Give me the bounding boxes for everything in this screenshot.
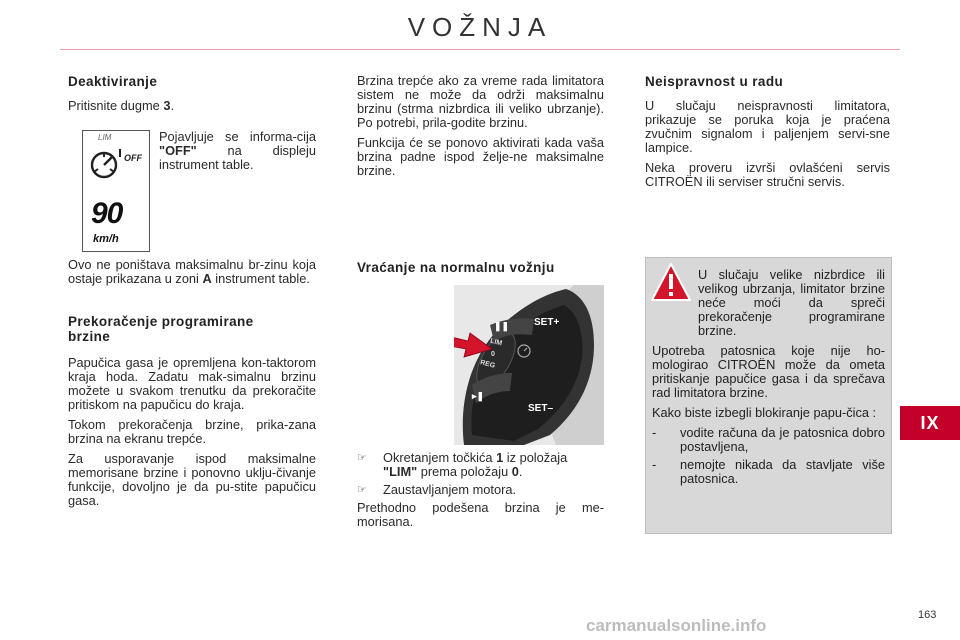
stored-speed-paragraph: [68, 258, 316, 286]
appear-paragraph: [159, 130, 316, 172]
stored-text: Ovo ne poništava maksimalnu br-zinu koja ostaje prikazana u zoni: [68, 257, 316, 286]
heading-normal-driving: Vraćanje na normalnu vožnju: [357, 260, 555, 275]
column-left-lower: [68, 258, 316, 514]
column-left: [68, 74, 316, 119]
normal-driving-steps: [357, 451, 604, 535]
step-rotate-wheel: [357, 451, 604, 479]
column-right: [645, 74, 890, 195]
chapter-tab: IX: [900, 406, 960, 440]
stalk-set-plus-label: SET+: [534, 317, 560, 328]
press-button-text: [68, 99, 316, 113]
stalk-reg-label: REG: [479, 359, 496, 370]
display-speed-unit: km/h: [93, 233, 119, 245]
reactivate-paragraph: Funkcija će se ponovo aktivirati kada vaša brzina padne ispod želje-ne maksimalne brzine.: [357, 135, 604, 178]
warning-list-item: [652, 458, 885, 486]
display-off-label: OFF: [124, 153, 142, 163]
list-dash: -: [652, 457, 657, 472]
appear-text-end: na displeju instrument table.: [159, 143, 316, 172]
display-lim-label: LIM: [98, 133, 112, 142]
display-speed-value: 90: [91, 197, 123, 230]
warning-item-1: vodite računa da je patosnica dobro postavljena,: [680, 425, 885, 454]
press-text: Pritisnite dugme: [68, 98, 164, 113]
heading-exceed: [68, 314, 316, 344]
step-rotate-text: [383, 451, 604, 479]
button-number: 3: [163, 98, 171, 113]
heading-exceed-line1: Prekoračenje programirane: [68, 314, 254, 329]
memorised-paragraph: Prethodno podešena brzina je me-morisana.: [357, 500, 604, 529]
exceed-paragraph-2: Tokom prekoračenja brzine, prika-zana brzina na ekranu trepće.: [68, 417, 316, 446]
watermark: carmanualsonline.info: [586, 616, 767, 635]
speed-limiter-display: [82, 130, 150, 252]
warning-paragraph-1: U slučaju velike nizbrdice ili velikog ubrzanja, limitator brzine neće moći da spreči prekoračenje programirane brzine.: [698, 267, 885, 338]
normal-heading-block: [357, 260, 604, 285]
stalk-set-minus-label: SET–: [528, 403, 554, 414]
speedometer-small-icon: [514, 341, 534, 361]
stalk-lim-label: LIM: [489, 337, 503, 348]
stalk-zero-label: 0: [491, 351, 495, 358]
warning-list-item: [652, 426, 885, 454]
step-stop-text: Zaustavljanjem motora.: [383, 482, 516, 497]
resume-icon: ▸❚: [472, 391, 485, 401]
s1-a: Okretanjem točkića: [383, 450, 497, 465]
heading-exceed-line2: brzine: [68, 329, 111, 344]
s1-c: iz položaja: [503, 450, 568, 465]
warning-box: [645, 257, 892, 534]
flashing-paragraph: Brzina trepće ako za vreme rada limitatora sistem ne može da održi maksimalnu brzinu (strma nizbrdica ili veliko ubrzanje). Po potrebi, prila-godite brzinu.: [357, 73, 604, 130]
title-divider: [60, 49, 900, 50]
stored-text-end: instrument table.: [211, 271, 310, 286]
heading-malfunction: Neispravnost u radu: [645, 74, 784, 89]
warning-paragraph-3: Kako biste izbegli blokiranje papu-čica :: [652, 405, 877, 420]
exceed-paragraph-3: Za usporavanje ispod maksimalne memorisane brzine i ponovno uklju-čivanje funkcije, dovoljno je da pu-stite papučicu gasa.: [68, 451, 316, 508]
appear-text: Pojavljuje se informa-cija: [159, 129, 316, 144]
zone-letter: A: [202, 271, 212, 286]
s1-e: prema položaju: [417, 464, 512, 479]
page-number: 163: [918, 609, 937, 621]
list-dash: -: [652, 425, 657, 440]
hand-pointer-icon: ☞: [357, 484, 367, 496]
s1-b: 1: [496, 450, 504, 465]
pause-icon: ❚❚: [494, 321, 510, 331]
display-caption: [159, 130, 316, 178]
column-middle: [357, 74, 604, 184]
warning-paragraph-2: Upotreba patosnica koje nije ho-mologirao CITROËN može da ometa pritiskanje papučice gasa i da sprečava rad limitatora brzine.: [652, 343, 885, 400]
fault-paragraph-2: Neka proveru izvrši ovlašćeni servis CITROËN ili serviser stručni servis.: [645, 160, 890, 189]
page-title: VOŽNJA: [407, 12, 553, 42]
heading-deactivate: Deaktiviranje: [68, 74, 158, 89]
s1-g: .: [518, 464, 523, 479]
s1-f: 0: [511, 464, 519, 479]
fault-paragraph-1: U slučaju neispravnosti limitatora, prikazuje se poruka koja je praćena zvučnim signalom i paljenjem servi-sne lampice.: [645, 98, 890, 155]
pointer-arrow-icon: [454, 325, 494, 361]
step-stop-engine: [357, 483, 604, 497]
warning-item-2: nemojte nikada da stavljate više patosnica.: [680, 457, 885, 486]
steering-stalk-photo: [454, 285, 604, 445]
s1-d: "LIM": [383, 464, 418, 479]
exceed-paragraph-1: Papučica gasa je opremljena kon-taktorom kraja hoda. Zadatu mak-simalnu brzinu možete u svakom trenutku da prekoračite pritiskom na papučicu do kraja.: [68, 355, 316, 412]
warning-text: [652, 268, 885, 490]
hand-pointer-icon: ☞: [357, 452, 367, 464]
press-period: .: [170, 98, 174, 113]
stalk-illustration: [454, 285, 604, 445]
off-bold: "OFF": [159, 143, 197, 158]
speedometer-icon: [86, 145, 126, 181]
